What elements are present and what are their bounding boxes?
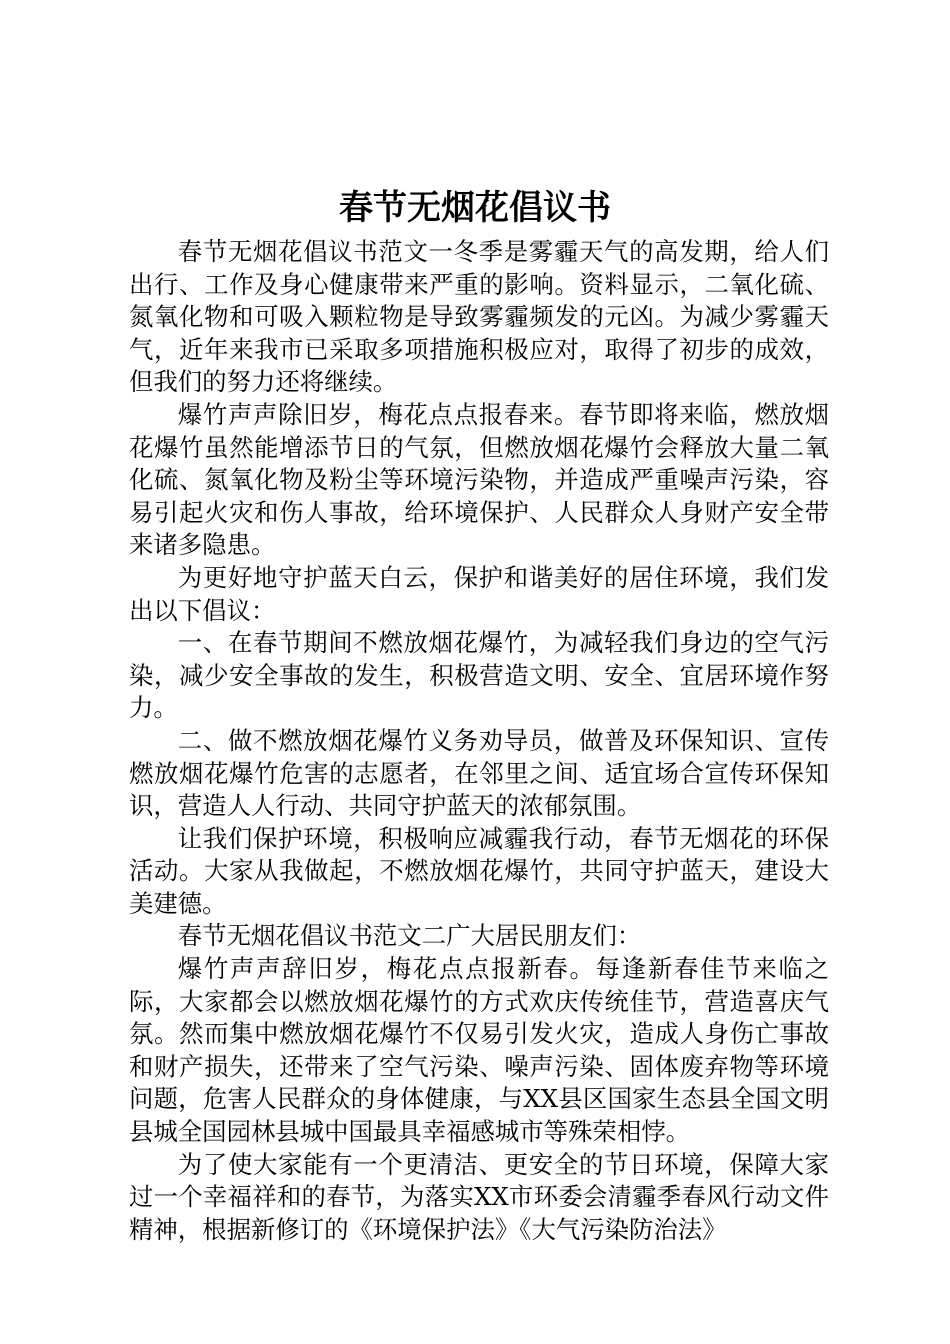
paragraph-closing-1: 让我们保护环境，积极响应减霾我行动，春节无烟花的环保活动。大家从我做起，不燃放烟花爆竹，共同守护蓝天，建设大美建德。 xyxy=(129,823,829,918)
document-title: 春节无烟花倡议书 xyxy=(339,188,611,228)
paragraph-intro-fanwen-1: 春节无烟花倡议书范文一冬季是雾霾天气的高发期，给人们出行、工作及身心健康带来严重的影响。资料显示，二氧化硫、氮氧化物和可吸入颗粒物是导致雾霾频发的元凶。为减少雾霾天气，近年来我市已采取多项措施积极应对，取得了初步的成效，但我们的努力还将继续。 xyxy=(129,237,829,397)
paragraph-call-to-action: 为更好地守护蓝天白云，保护和谐美好的居住环境，我们发出以下倡议： xyxy=(129,562,829,625)
paragraph-proposal-1: 一、在春节期间不燃放烟花爆竹，为减轻我们身边的空气污染，减少安全事故的发生，积极营造文明、安全、宜居环境作努力。 xyxy=(129,628,829,723)
paragraph-proposal-2: 二、做不燃放烟花爆竹义务劝导员，做普及环保知识、宣传燃放烟花爆竹危害的志愿者，在邻里之间、适宜场合宣传环保知识，营造人人行动、共同守护蓝天的浓郁氛围。 xyxy=(129,725,829,821)
paragraph-intro-fanwen-2: 春节无烟花倡议书范文二广大居民朋友们： xyxy=(177,921,642,951)
paragraph-firecracker-harm: 爆竹声声辞旧岁，梅花点点报新春。每逢新春佳节来临之际，大家都会以燃放烟花爆竹的方式欢庆传统佳节，营造喜庆气氛。然而集中燃放烟花爆竹不仅易引发火灾，造成人身伤亡事故和财产损失，还带来了空气污染、噪声污染、固体废弃物等环境问题，危害人民群众的身体健康，与XX县区国家生态县全国文明县城全国园林县城中国最具幸福感城市等殊荣相悖。 xyxy=(129,954,829,1147)
document-body xyxy=(129,236,829,1246)
paragraph-clean-holiday: 为了使大家能有一个更清洁、更安全的节日环境，保障大家过一个幸福祥和的春节，为落实XX市环委会清霾季春风行动文件精神，根据新修订的《环境保护法》《大气污染防治法》 xyxy=(129,1149,829,1244)
paragraph-firecracker-pollution: 爆竹声声除旧岁，梅花点点报春来。春节即将来临，燃放烟花爆竹虽然能增添节日的气氛，但燃放烟花爆竹会释放大量二氧化硫、氮氧化物及粉尘等环境污染物，并造成严重噪声污染，容易引起火灾和伤人事故，给环境保护、人民群众人身财产安全带来诸多隐患。 xyxy=(129,399,829,560)
